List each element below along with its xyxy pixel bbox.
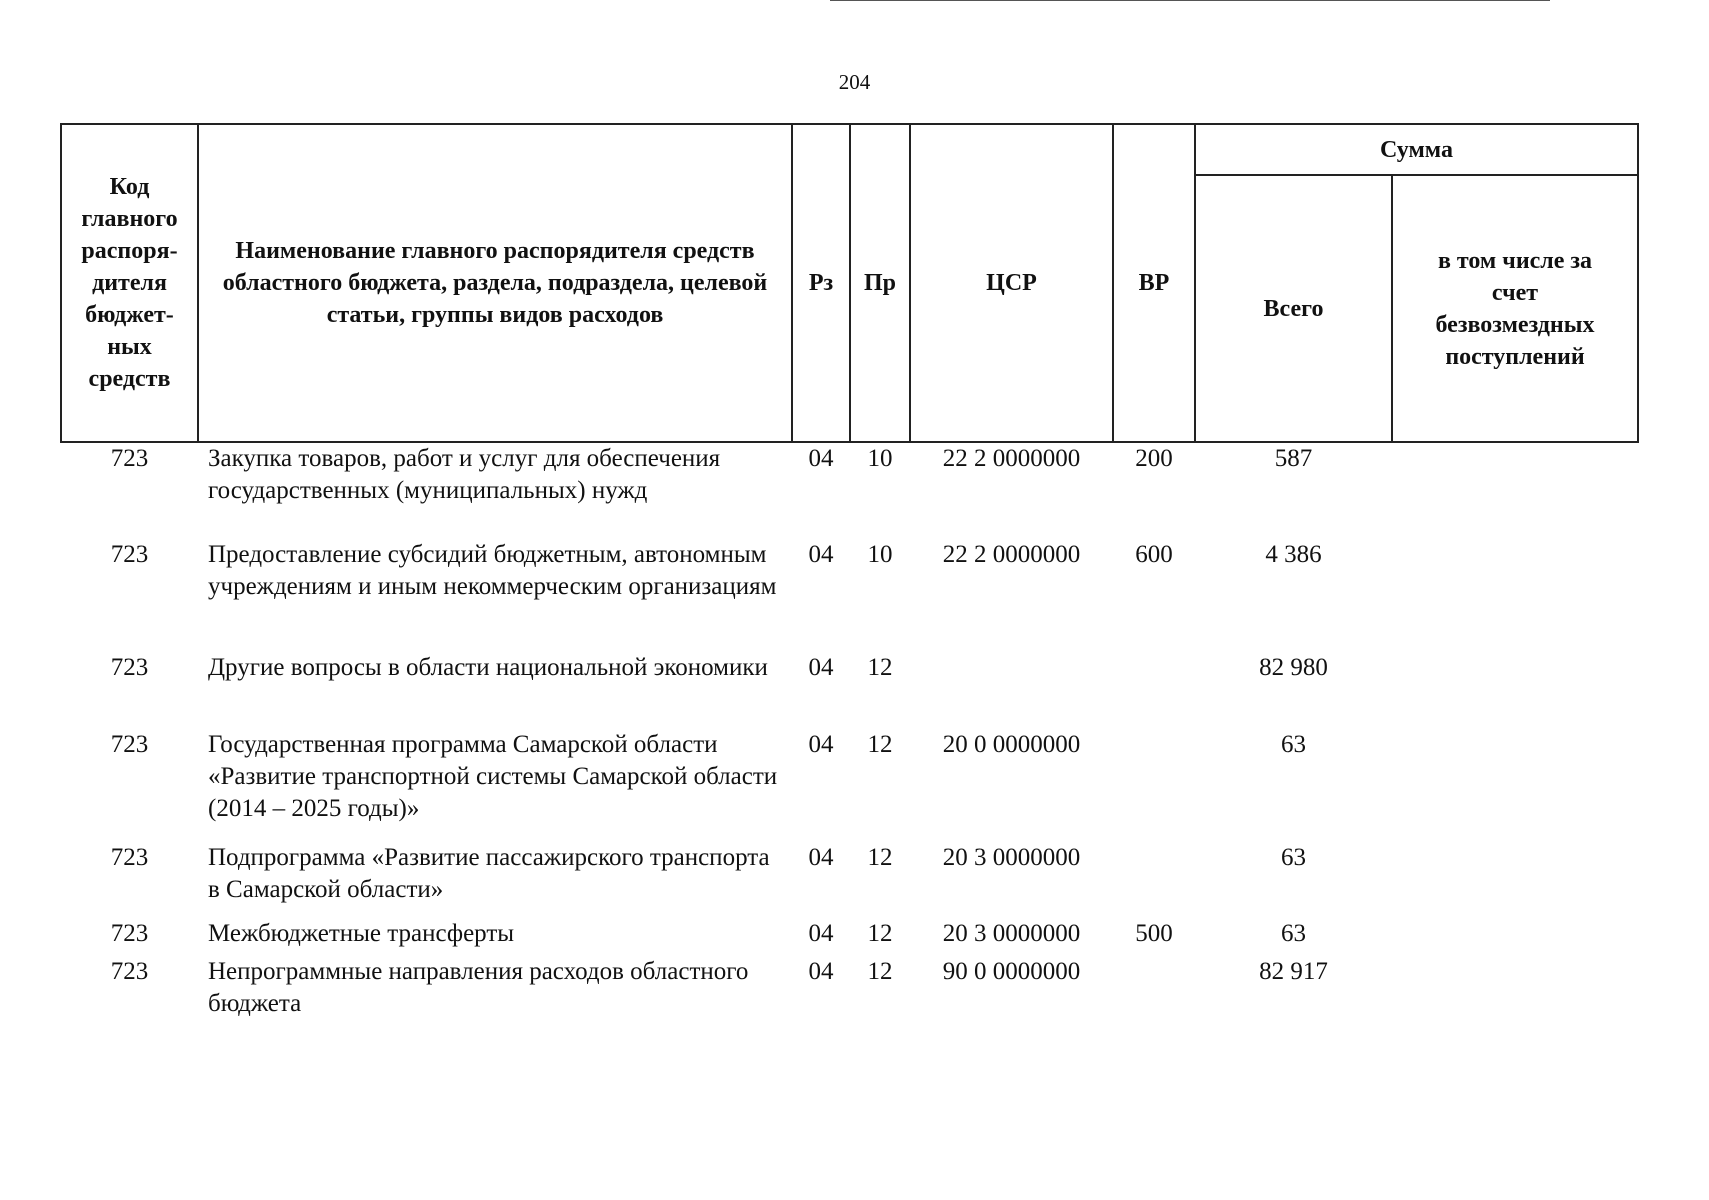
cell-csr: 20 3 0000000 xyxy=(942,844,1081,871)
cell-code: 723 xyxy=(110,654,149,681)
cell-grants xyxy=(1392,842,1638,918)
cell-vr: 500 xyxy=(1135,920,1173,947)
cell-pr: 10 xyxy=(867,541,893,568)
cell-name: Межбюджетные трансферты xyxy=(208,920,515,947)
cell-total: 4 386 xyxy=(1265,541,1322,568)
cell-total: 63 xyxy=(1281,731,1306,758)
table-row xyxy=(61,539,1638,652)
budget-table xyxy=(60,123,1639,1026)
cell-code: 723 xyxy=(110,844,149,871)
cell-vr: 200 xyxy=(1135,445,1173,472)
header-name: Наименование главного распорядителя средств областного бюджета, раздела, подраздела, целевой статьи, группы видов расходов xyxy=(198,124,792,442)
cell-name: Предоставление субсидий бюджетным, автономным учреждениям и иным некоммерческим организациям xyxy=(208,541,777,600)
cell-vr xyxy=(1113,956,1195,1026)
cell-pr: 12 xyxy=(867,920,893,947)
table-row xyxy=(61,918,1638,956)
header-sum: Сумма xyxy=(1195,124,1638,175)
page-number: 204 xyxy=(838,70,871,94)
cell-name: Государственная программа Самарской области «Развитие транспортной системы Самарской области (2014 – 2025 годы)» xyxy=(208,731,778,822)
cell-csr: 22 2 0000000 xyxy=(942,541,1081,568)
cell-name: Подпрограмма «Развитие пассажирского транспорта в Самарской области» xyxy=(208,844,770,903)
cell-grants xyxy=(1392,729,1638,842)
cell-code: 723 xyxy=(110,920,149,947)
header-total: Всего xyxy=(1195,175,1392,442)
cell-total: 63 xyxy=(1281,920,1306,947)
cell-csr xyxy=(910,652,1113,729)
cell-name: Закупка товаров, работ и услуг для обеспечения государственных (муниципальных) нужд xyxy=(208,445,721,504)
cell-total: 82 917 xyxy=(1259,958,1328,985)
cell-rz: 04 xyxy=(808,958,834,985)
top-rule xyxy=(830,0,1550,1)
header-csr: ЦСР xyxy=(910,124,1113,442)
cell-vr xyxy=(1113,652,1195,729)
table-row xyxy=(61,442,1638,539)
table-row xyxy=(61,652,1638,729)
header-code: Код главного распоря-дителя бюджет-ных средств xyxy=(61,124,198,442)
cell-vr xyxy=(1113,729,1195,842)
cell-rz: 04 xyxy=(808,654,834,681)
cell-csr: 90 0 0000000 xyxy=(942,958,1081,985)
cell-grants xyxy=(1392,652,1638,729)
header-pr: Пр xyxy=(850,124,910,442)
cell-name: Непрограммные направления расходов областного бюджета xyxy=(208,958,749,1017)
cell-code: 723 xyxy=(110,731,149,758)
header-vr: ВР xyxy=(1113,124,1195,442)
header-grants: в том числе за счет безвозмездных поступлений xyxy=(1392,175,1638,442)
table-row xyxy=(61,956,1638,1026)
header-rz: Рз xyxy=(792,124,850,442)
cell-total: 587 xyxy=(1274,445,1313,472)
cell-rz: 04 xyxy=(808,541,834,568)
cell-pr: 12 xyxy=(867,958,893,985)
cell-grants xyxy=(1392,918,1638,956)
cell-csr: 20 3 0000000 xyxy=(942,920,1081,947)
cell-grants xyxy=(1392,539,1638,652)
cell-pr: 12 xyxy=(867,654,893,681)
cell-rz: 04 xyxy=(808,445,834,472)
cell-rz: 04 xyxy=(808,731,834,758)
cell-vr: 600 xyxy=(1135,541,1173,568)
cell-pr: 12 xyxy=(867,844,893,871)
cell-total: 63 xyxy=(1281,844,1306,871)
cell-name: Другие вопросы в области национальной экономики xyxy=(208,654,768,681)
cell-code: 723 xyxy=(110,958,149,985)
cell-vr xyxy=(1113,842,1195,918)
cell-pr: 12 xyxy=(867,731,893,758)
cell-code: 723 xyxy=(110,541,149,568)
cell-total: 82 980 xyxy=(1259,654,1328,681)
cell-csr: 20 0 0000000 xyxy=(942,731,1081,758)
table-body xyxy=(61,442,1638,1026)
table-row xyxy=(61,729,1638,842)
cell-csr: 22 2 0000000 xyxy=(942,445,1081,472)
cell-grants xyxy=(1392,956,1638,1026)
cell-rz: 04 xyxy=(808,844,834,871)
table-row xyxy=(61,842,1638,918)
cell-grants xyxy=(1392,442,1638,539)
cell-rz: 04 xyxy=(808,920,834,947)
cell-pr: 10 xyxy=(867,445,893,472)
cell-code: 723 xyxy=(110,445,149,472)
